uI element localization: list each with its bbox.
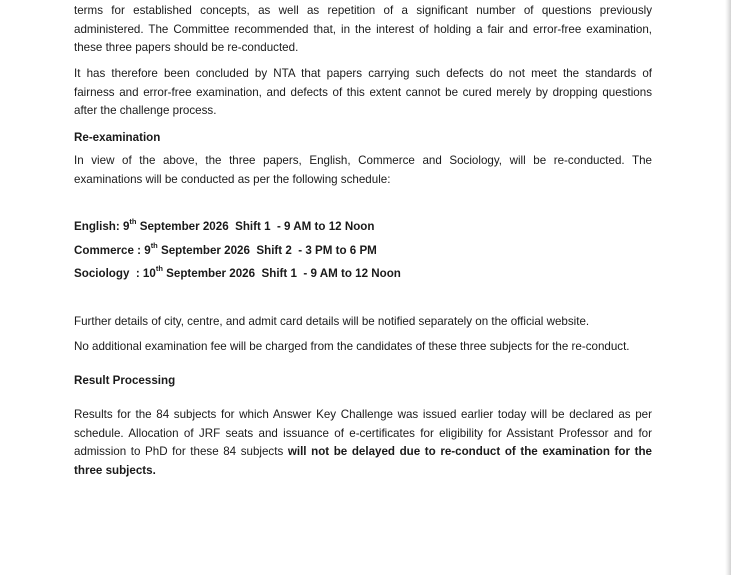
result-line-4	[74, 462, 652, 481]
further-details-text: Further details of city, centre, and admit card details will be notified separately on the official website.	[74, 315, 590, 328]
schedule-commerce-details: September 2026 Shift 2 - 3 PM to 6 PM	[157, 243, 377, 257]
reexam-line-2: examinations will be conducted as per the following schedule:	[74, 172, 391, 186]
result-paragraph	[74, 406, 652, 480]
schedule-sociology	[74, 265, 401, 284]
conclusion-paragraph	[74, 65, 652, 121]
conclusion-line-3: after the challenge process.	[74, 104, 217, 117]
intro-line-3: these three papers should be re-conducted.	[74, 41, 299, 54]
reexam-line-1: In view of the above, the three papers, English, Commerce and Sociology, will be re-conducted. The	[74, 154, 652, 167]
schedule-commerce	[74, 242, 401, 261]
conclusion-line-2: fairness and error-free examination, and defects of this extent cannot be cured merely by dropping questions	[74, 85, 652, 99]
result-line-3-plain: admission to PhD for these 84 subjects	[74, 445, 288, 458]
page-edge-shadow	[725, 0, 731, 575]
schedule-english	[74, 218, 401, 237]
schedule-sociology-suffix: th	[155, 264, 163, 274]
intro-line-1: terms for established concepts, as well as repetition of a significant number of questions previously	[74, 4, 652, 17]
schedule-english-subject: English: 9	[74, 220, 130, 233]
schedule-sociology-subject: Sociology : 10	[74, 267, 156, 280]
intro-paragraph	[74, 2, 652, 58]
conclusion-line-1: It has therefore been concluded by NTA that papers carrying such defects do not meet the standards of	[74, 67, 652, 80]
reexam-heading: Re-examination	[74, 131, 161, 144]
schedule-commerce-suffix: th	[150, 240, 158, 250]
reexam-paragraph	[74, 152, 652, 189]
result-line-3-bold: will not be delayed due to re-conduct of the examination for the	[287, 445, 652, 458]
result-line-2: schedule. Allocation of JRF seats and issuance of e-certificates for eligibility for Assistant Professor and for	[74, 426, 652, 440]
schedule-english-suffix: th	[129, 217, 137, 227]
result-line-1: Results for the 84 subjects for which Answer Key Challenge was issued earlier today will be declared as per	[74, 408, 652, 421]
schedule-sociology-details: September 2026 Shift 1 - 9 AM to 12 Noon	[162, 267, 401, 280]
result-line-4-bold: three subjects.	[74, 463, 156, 477]
result-line-3	[74, 443, 652, 462]
no-fee-text: No additional examination fee will be charged from the candidates of these three subjects for the re-conduct.	[74, 340, 630, 353]
schedule-commerce-subject: Commerce : 9	[74, 243, 151, 257]
schedule-english-details: September 2026 Shift 1 - 9 AM to 12 Noon	[136, 220, 375, 233]
schedule-list	[74, 218, 401, 284]
result-heading: Result Processing	[74, 374, 176, 387]
intro-line-2: administered. The Committee recommended that, in the interest of holding a fair and error-free examination,	[74, 22, 652, 36]
